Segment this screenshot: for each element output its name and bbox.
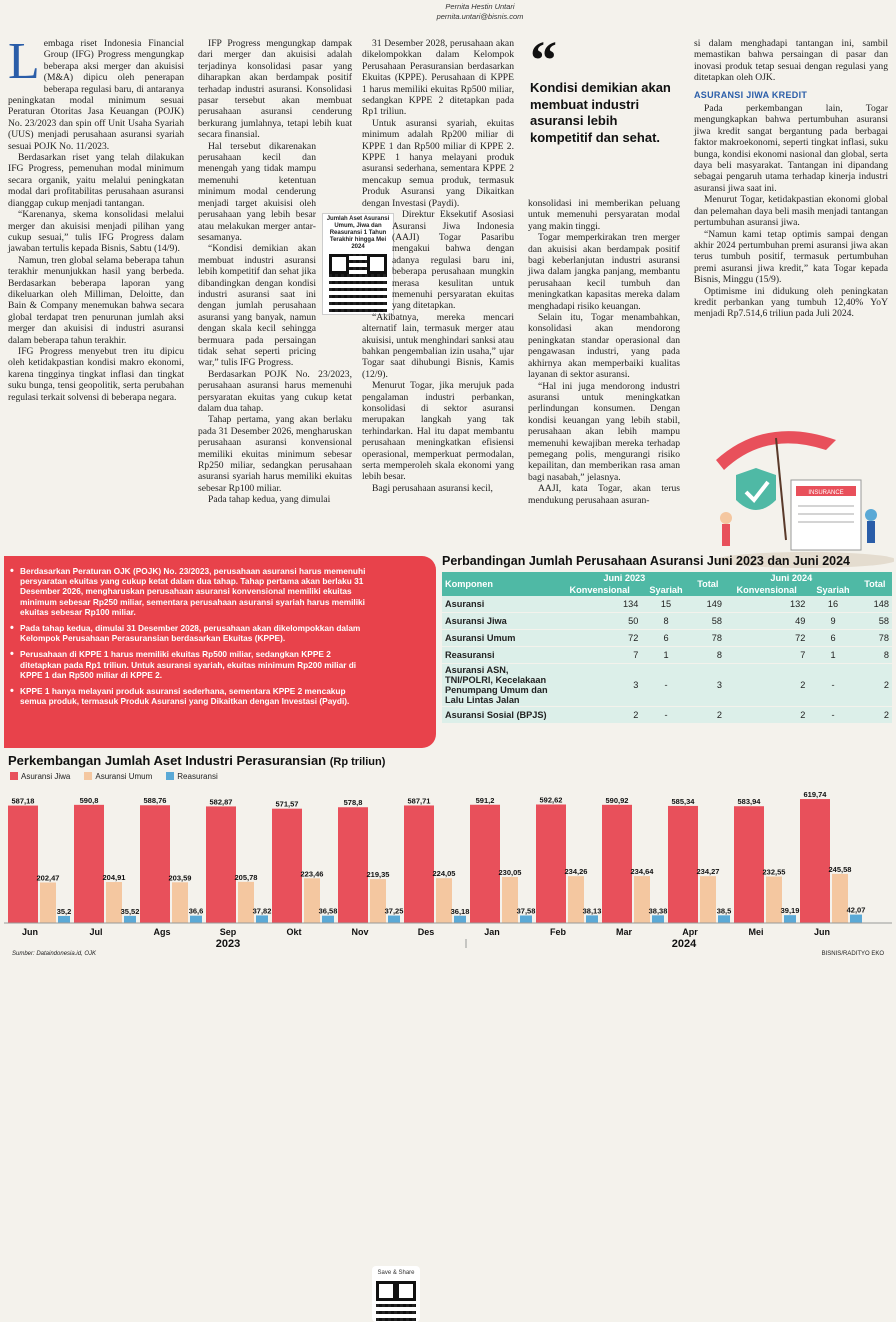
paragraph: Menurut Togar, ketidakpastian ekonomi global dan pelemahan daya beli masih menjadi tantangan pertumbuhan asuransi jiwa. xyxy=(694,194,888,229)
legend-item: Asuransi Jiwa xyxy=(10,772,70,781)
bar-asuransi-umum xyxy=(304,878,320,923)
table-cell-k24: 7 xyxy=(725,647,808,664)
insurance-sign-text: INSURANCE xyxy=(808,490,844,496)
table-cell-k24: 132 xyxy=(725,596,808,613)
data-label: 35,2 xyxy=(56,906,72,916)
table-cell-t24: 58 xyxy=(858,613,892,630)
data-label: 583,94 xyxy=(737,797,761,807)
table-cell-t23: 78 xyxy=(691,630,725,647)
x-tick-label: Jul xyxy=(89,927,103,937)
paragraph: Untuk asuransi syariah, ekuitas minimum adalah Rp200 miliar di KPPE 1 dan Rp500 miliar di KPPE 2. KPPE 1 hanya melayani produk asuransi sederhana, sementara KPPE 2 mencakup semua produk, termasuk Produk Asuransi yang Dikaitkan dengan Investasi (Paydi). xyxy=(362,117,514,209)
table-cell-label: Reasuransi xyxy=(442,647,558,664)
bar-reasuransi xyxy=(124,916,136,923)
asset-bar-chart xyxy=(0,780,896,950)
save-share-qr[interactable] xyxy=(372,1266,420,1322)
paragraph: Berdasarkan POJK No. 23/2023, perusahaan asuransi harus memenuhi persyaratan ekuitas yang cukup ketat dalam dua tahap. xyxy=(198,368,352,414)
table-row xyxy=(442,630,892,647)
data-label: 36,18 xyxy=(450,906,470,916)
bar-asuransi-jiwa xyxy=(140,805,170,923)
company-comparison-table xyxy=(442,554,892,724)
paragraph: “Karenanya, skema konsolidasi melalui merger dan akuisisi menjadi pilihan yang cukup sesuai,” tulis IFG Progress dalam jawaban tertulis kepada Bisnis, Sabtu (14/9). xyxy=(8,209,184,255)
data-label: 590,8 xyxy=(79,795,99,805)
table-cell-k23: 72 xyxy=(558,630,641,647)
table-cell-s23: 6 xyxy=(641,630,690,647)
data-label: 202,47 xyxy=(36,873,60,883)
table-cell-t24: 148 xyxy=(858,596,892,613)
x-tick-label: Ags xyxy=(153,927,171,937)
bar-reasuransi xyxy=(190,916,202,923)
table-cell-k23: 50 xyxy=(558,613,641,630)
table-cell-s23: 15 xyxy=(641,596,690,613)
paragraph: IFG Progress menyebut tren itu dipicu oleh ketidakpastian kondisi makro ekonomi, karena tingginya tingkat inflasi dan tingkat suku bunga, tensi geopolitik, serta perubahan regulasi terkait solvensi di beberapa negara. xyxy=(8,345,184,403)
table-cell-k23: 3 xyxy=(558,664,641,707)
umbrella-icon xyxy=(716,431,836,470)
chart-title: Perkembangan Jumlah Aset Industri Perasuransian (Rp triliun) xyxy=(8,753,386,768)
data-label: 42,07 xyxy=(846,905,866,915)
table-cell-t23: 3 xyxy=(691,664,725,707)
data-label: 35,52 xyxy=(120,906,140,916)
paragraph: Berdasarkan riset yang telah dilakukan IFG Progress, pemenuhan modal minimum secara organik, yaitu melalui peningkatan modal dari profitabilitas perusahaan asuransi dianggap cukup menjadi tantangan. xyxy=(8,152,184,209)
summary-list xyxy=(4,566,370,706)
byline xyxy=(380,2,580,22)
data-label: 619,74 xyxy=(803,790,827,800)
bar-asuransi-jiwa xyxy=(8,806,38,923)
table-cell-label: Asuransi Jiwa xyxy=(442,613,558,630)
table-cell-t24: 78 xyxy=(858,630,892,647)
table-cell-s23: - xyxy=(641,664,690,707)
quote-mark-icon: “ xyxy=(530,30,557,90)
paragraph: Selain itu, Togar menambahkan, konsolidasi akan mendorong peningkatan standar operasional dan pengawasan industri, yang pada akhirnya akan memperbaiki kualitas layanan di sektor asuransi. xyxy=(528,312,680,381)
paragraph: AAJI, kata Togar, akan terus mendukung perusahaan asuran- xyxy=(528,483,680,506)
table-cell-label: Asuransi xyxy=(442,596,558,613)
qr-caption: Jumlah Aset Asuransi Umum, Jiwa dan Reasuransi 1 Tahun Terakhir hingga Mei 2024 xyxy=(326,216,390,250)
paragraph: 31 Desember 2028, perusahaan akan dikelompokkan dalam Kelompok Perusahaan Perasuransian berdasarkan Ekuitas (KPPE). Perusahaan di KPPE 1 harus memiliki ekuitas Rp500 miliar, sedangkan KPPE 2 ditetapkan pada Rp1 triliun. xyxy=(362,38,514,118)
bar-asuransi-umum xyxy=(700,876,716,923)
data-label: 37,82 xyxy=(252,906,272,916)
data-label: 234,64 xyxy=(630,867,654,877)
bar-asuransi-jiwa xyxy=(338,807,368,923)
data-label: 578,8 xyxy=(343,798,363,808)
bar-asuransi-umum xyxy=(568,876,584,923)
paragraph: “Kondisi demikian akan membuat industri asuransi lebih kompetitif dan sehat jika dibandingkan dengan kondisi industri asuransi saat ini dengan jumlah perusahaan asuransi yang banyak, namun dengan skala kecil sehingga bermuara pada persaingan tidak sehat seperti pricing war,” tulis IFG Progress. xyxy=(198,243,316,369)
table-cell-s23: - xyxy=(641,707,690,724)
data-label: 245,58 xyxy=(828,864,852,874)
table-cell-label: Asuransi ASN, TNI/POLRI, Kecelakaan Penumpang Umum dan Lalu Lintas Jalan xyxy=(442,664,558,707)
paragraph: “Namun kami tetap optimis sampai dengan akhir 2024 pertumbuhan premi asuransi jiwa akan terus tumbuh positif, termasuk pertumbuhan premi asuransi jiwa kredit,” kata Togar kepada Bisnis, Minggu (15/9). xyxy=(694,228,888,286)
author-name: Pernita Hestin Untari xyxy=(445,2,515,11)
qr-code-icon[interactable] xyxy=(376,1281,416,1321)
bar-asuransi-umum xyxy=(172,882,188,923)
x-tick-label: Jan xyxy=(484,927,500,937)
data-label: 36,6 xyxy=(188,906,204,916)
dropcap: L xyxy=(8,33,40,90)
x-tick-label: Jun xyxy=(813,927,831,937)
chart-credit: BISNIS/RADITYO EKO xyxy=(821,951,884,957)
paragraph: Pada perkembangan lain, Togar mengungkapkan bahwa pertumbuhan asuransi jiwa kredit sangat bergantung pada berbagai faktor makroekonomi, seperti tingkat inflasi, suku bunga, kondisi ekonomi nasional dan global, serta daya beli masyarakat. Tantangan ini dipandang sebagai pengaruh utama terhadap kinerja industri asuransi jiwa saat ini. xyxy=(694,103,888,194)
bar-asuransi-umum xyxy=(766,876,782,923)
paragraph: si dalam menghadapi tantangan ini, sambil memastikan bahwa persaingan di pasar dan inovasi produk tetap sesuai dengan regulasi yang ditetapkan oleh OJK. xyxy=(694,38,888,84)
quote-text: Kondisi demikian akan membuat industri asuransi lebih kompetitif dan sehat. xyxy=(530,80,671,145)
data-label: 204,91 xyxy=(102,873,126,883)
paragraph: konsolidasi ini memberikan peluang untuk memenuhi persyaratan modal yang makin tinggi. xyxy=(528,198,680,232)
bar-reasuransi xyxy=(850,915,862,923)
bar-reasuransi xyxy=(388,916,400,923)
x-tick-label: Apr xyxy=(682,927,698,937)
table-cell-s23: 8 xyxy=(641,613,690,630)
pull-quote xyxy=(530,30,680,146)
paragraph: Namun, tren global selama beberapa tahun terakhir menunjukkan hasil yang berbeda. Berdasarkan beberapa laporan yang dikeluarkan oleh Milliman, Deloitte, dan Bain & Company menemukan bahwa secara global terdapat tren penurunan jumlah aksi merger dan akuisisi di industri asuransi dalam beberapa tahun terakhir. xyxy=(8,254,184,346)
bar-asuransi-jiwa xyxy=(404,805,434,923)
data-label: 592,62 xyxy=(539,795,563,805)
table-cell-label: Asuransi Umum xyxy=(442,630,558,647)
table-cell-s24: 1 xyxy=(808,647,857,664)
paragraph: Optimisme ini didukung oleh peningkatan kredit perbankan yang tumbuh 12,40% YoY menjadi Rp7.514,6 triliun pada Juli 2024. xyxy=(694,285,888,320)
x-tick-label: Des xyxy=(417,927,435,937)
bar-asuransi-jiwa xyxy=(470,805,500,923)
x-tick-label: Sep xyxy=(219,927,237,937)
header-total: Total xyxy=(691,572,725,596)
x-tick-label: Jun xyxy=(21,927,39,937)
table-cell-t24: 8 xyxy=(858,647,892,664)
paragraph: Tahap pertama, yang akan berlaku pada 31 Desember 2026, mengharuskan perusahaan asuransi konvensional memiliki ekuitas minimum sebesar Rp250 miliar, sedangkan perusahaan asuransi syariah harus memiliki ekuitas sebesar Rp100 miliar. xyxy=(198,414,352,494)
table-row xyxy=(442,596,892,613)
paragraph: IFP Progress mengungkap dampak dari merger dan akuisisi adalah terjadinya konsolidasi pasar yang diharapkan akan berdampak positif terhadap industri asuransi. Konsolidasi pasar tersebut akan membuat perusahaan asuransi cenderung berkurang jumlahnya, tetapi lebih kuat secara finansial. xyxy=(198,38,352,141)
bar-asuransi-jiwa xyxy=(206,806,236,923)
header-total: Total xyxy=(858,572,892,596)
bar-asuransi-umum xyxy=(370,879,386,923)
table-cell-s23: 1 xyxy=(641,647,690,664)
header-jun2024: Juni 2024 xyxy=(725,572,858,584)
author-email[interactable]: pernita.untari@bisnis.com xyxy=(436,12,524,21)
data-label: 582,87 xyxy=(209,797,233,807)
article-column-3 xyxy=(362,38,514,494)
article-column-1 xyxy=(8,33,184,403)
bar-asuransi-umum xyxy=(106,882,122,923)
bar-asuransi-jiwa xyxy=(272,809,302,923)
table-cell-t23: 2 xyxy=(691,707,725,724)
table-cell-k24: 2 xyxy=(725,664,808,707)
data-label: 219,35 xyxy=(366,870,390,880)
x-tick-label: Mei xyxy=(748,927,764,937)
table-cell-k24: 49 xyxy=(725,613,808,630)
paragraph: embaga riset Indonesia Financial Group (IFG) Progress mengungkap beberapa aksi merger dan akuisisi (M&A) dipicu oleh penerapan beberapa regulasi baru, di antaranya peningkatan modal minimum sesuai Peraturan Otoritas Jasa Keuangan (POJK) No. 23/2023 dan spin off Unit Usaha Syariah (UUS) menjadi perusahaan asuransi syariah sesuai POJK No. 11/2023. xyxy=(8,38,184,152)
data-label: 38,38 xyxy=(648,906,668,916)
bar-asuransi-umum xyxy=(634,876,650,923)
data-label: 203,59 xyxy=(168,873,192,883)
article-column-5 xyxy=(694,38,888,320)
data-label: 587,71 xyxy=(407,796,431,806)
table-cell-k23: 7 xyxy=(558,647,641,664)
data-label: 230,05 xyxy=(498,867,522,877)
summary-item: • KPPE 1 hanya melayani produk asuransi sederhana, sementara KPPE 2 mencakup semua produk, termasuk Produk Asuransi yang Dikaitkan dengan Investasi (Paydi). xyxy=(20,686,370,706)
x-tick-label: Nov xyxy=(351,927,369,937)
bar-asuransi-jiwa xyxy=(74,805,104,923)
bar-asuransi-jiwa xyxy=(602,805,632,923)
save-share-label: Save & Share xyxy=(377,1270,415,1276)
table-cell-k24: 2 xyxy=(725,707,808,724)
data-label: 37,25 xyxy=(384,906,404,916)
table-cell-s24: 9 xyxy=(808,613,857,630)
table-title: Perbandingan Jumlah Perusahaan Asuransi Juni 2023 dan Juni 2024 xyxy=(442,554,851,568)
shield-icon xyxy=(736,468,776,510)
header-konvensional: Konvensional xyxy=(558,584,641,596)
bar-reasuransi xyxy=(454,916,466,923)
paragraph: “Akibatnya, mereka mencari alternatif lain, termasuk merger atau akuisisi, untuk menghindari sanksi atau bahkan pengembalian izin usaha,” ujar Togar saat dihubungi Bisnis, Kamis (12/9). xyxy=(362,311,514,380)
bar-asuransi-umum xyxy=(832,874,848,923)
section-subhead: ASURANSI JIWA KREDIT xyxy=(694,89,808,100)
table-row xyxy=(442,707,892,724)
paragraph: Bagi perusahaan asuransi kecil, xyxy=(372,482,493,494)
paragraph: Togar memperkirakan tren merger dan akuisisi akan berdampak positif bagi keberlanjutan industri asuransi jiwa dalam jangka panjang, membantu perusahaan kecil tumbuh dan meningkatkan kapasitas mereka dalam menghadapi risiko keuangan. xyxy=(528,232,680,312)
x-tick-label: Okt xyxy=(286,927,302,937)
data-label: 39,19 xyxy=(780,906,800,916)
data-label: 223,46 xyxy=(300,869,324,879)
table-cell-s24: - xyxy=(808,707,857,724)
paragraph: Pada tahap kedua, yang dimulai xyxy=(208,494,331,506)
bar-reasuransi xyxy=(256,915,268,923)
data-label: 224,05 xyxy=(432,869,456,879)
paragraph: Direktur Eksekutif Asosiasi Asuransi Jiwa Indonesia (AAJI) Togar Pasaribu mengakui bahwa dengan adanya regulasi baru ini, beberapa perusahaan mungkin merasa kesulitan untuk memenuhi persyaratan ekuitas yang ditetapkan. xyxy=(392,209,514,312)
table-cell-s24: - xyxy=(808,664,857,707)
data-label: 585,34 xyxy=(671,796,695,806)
summary-item: • Berdasarkan Peraturan OJK (POJK) No. 23/2023, perusahaan asuransi harus memenuhi persyaratan ekuitas yang cukup ketat dalam dua tahap. Tahap pertama akan berlaku 31 Desember 2026, mengharuskan perusahaan asuransi konvensional memiliki ekuitas minimum sebesar Rp250 miliar, sementara perusahaan asuransi syariah harus memiliki ekuitas sebesar Rp100 miliar. xyxy=(20,566,370,617)
table-cell-k24: 72 xyxy=(725,630,808,647)
chart-unit: (Rp triliun) xyxy=(329,756,386,768)
table-cell-s24: 16 xyxy=(808,596,857,613)
table-cell-k23: 2 xyxy=(558,707,641,724)
bar-asuransi-umum xyxy=(40,883,56,923)
bar-asuransi-umum xyxy=(502,877,518,923)
data-label: 38,5 xyxy=(716,906,732,916)
paragraph: Menurut Togar, jika merujuk pada pengalaman industri perbankan, konsolidasi di sektor asuransi merupakan langkah yang tak terhindarkan. Hal itu dapat membantu perusahaan meningkatkan efisiensi operasional, memperkuat permodalan, serta memperoleh skala ekonomi yang lebih besar. xyxy=(362,380,514,483)
data-label: 588,76 xyxy=(143,796,167,806)
paragraph: Hal tersebut dikarenakan perusahaan kecil dan menengah yang tidak mampu memenuhi ketentuan minimum modal cenderung menjadi target akuisisi oleh perusahaan yang lebih besar atau melakukan merger antar-sesamanya. xyxy=(198,140,316,243)
data-label: 38,13 xyxy=(582,906,602,916)
table-cell-s24: 6 xyxy=(808,630,857,647)
data-label: 234,26 xyxy=(564,867,588,877)
bar-asuransi-jiwa xyxy=(536,804,566,923)
bar-asuransi-umum xyxy=(436,878,452,923)
bar-reasuransi xyxy=(652,915,664,923)
table-row xyxy=(442,613,892,630)
data-label: 37,58 xyxy=(516,906,536,916)
summary-item: • Pada tahap kedua, dimulai 31 Desember 2028, perusahaan akan dikelompokkan dalam Kelompok Perusahaan Perasuransian berdasarkan Ekuitas (KPPE). xyxy=(20,623,370,643)
table-cell-label: Asuransi Sosial (BPJS) xyxy=(442,707,558,724)
header-syariah: Syariah xyxy=(808,584,857,596)
table-cell-t23: 58 xyxy=(691,613,725,630)
x-tick-label: Mar xyxy=(615,927,633,937)
data-label: 232,55 xyxy=(762,867,786,877)
table-row xyxy=(442,664,892,707)
summary-item: • Perusahaan di KPPE 1 harus memiliki ekuitas Rp500 miliar, sedangkan KPPE 2 ditetapkan pada Rp1 triliun. Untuk asuransi syariah, ekuitas minimum Rp200 miliar di KPPE 1 dan Rp500 miliar di KPPE 2. xyxy=(20,649,370,680)
header-syariah: Syariah xyxy=(641,584,690,596)
year-label: 2024 xyxy=(671,938,697,950)
x-tick-label: Feb xyxy=(549,927,567,937)
legend-item: Reasuransi xyxy=(166,772,217,781)
bar-asuransi-jiwa xyxy=(734,806,764,923)
data-label: 587,18 xyxy=(11,796,35,806)
table-cell-t24: 2 xyxy=(858,664,892,707)
data-label: 234,27 xyxy=(696,867,720,877)
insurance-illustration xyxy=(696,420,894,570)
bar-reasuransi xyxy=(58,916,70,923)
table-cell-t23: 149 xyxy=(691,596,725,613)
bar-reasuransi xyxy=(520,915,532,923)
chart-source: Sumber: Dataindonesia.id, OJK xyxy=(12,951,97,957)
legend-item: Asuransi Umum xyxy=(84,772,152,781)
bar-reasuransi xyxy=(718,915,730,923)
table-row xyxy=(442,647,892,664)
bar-asuransi-jiwa xyxy=(800,799,830,923)
table-cell-t24: 2 xyxy=(858,707,892,724)
article-column-4 xyxy=(528,198,680,506)
bar-asuransi-jiwa xyxy=(668,806,698,923)
data-label: 591,2 xyxy=(475,795,495,805)
data-label: 36,58 xyxy=(318,906,338,916)
table-cell-t23: 8 xyxy=(691,647,725,664)
table-cell-k23: 134 xyxy=(558,596,641,613)
bar-asuransi-umum xyxy=(238,882,254,923)
bar-reasuransi xyxy=(586,915,598,923)
header-komponen: Komponen xyxy=(442,572,558,596)
paragraph: “Hal ini juga mendorong industri asuransi untuk meningkatkan perlindungan konsumen. Dengan kondisi keuangan yang lebih stabil, perusahaan akan lebih mampu memenuhi kewajiban mereka terhadap pemegang polis, mengurangi risiko kepailitan, dan memberikan rasa aman bagi nasabah,” jelasnya. xyxy=(528,380,680,483)
year-label: 2023 xyxy=(215,938,241,950)
data-label: 205,78 xyxy=(234,872,258,882)
bar-reasuransi xyxy=(784,915,796,923)
bar-reasuransi xyxy=(322,916,334,923)
data-label: 571,57 xyxy=(275,799,299,809)
comparison-table xyxy=(442,572,892,724)
header-jun2023: Juni 2023 xyxy=(558,572,691,584)
data-label: 590,92 xyxy=(605,795,629,805)
header-konvensional: Konvensional xyxy=(725,584,808,596)
